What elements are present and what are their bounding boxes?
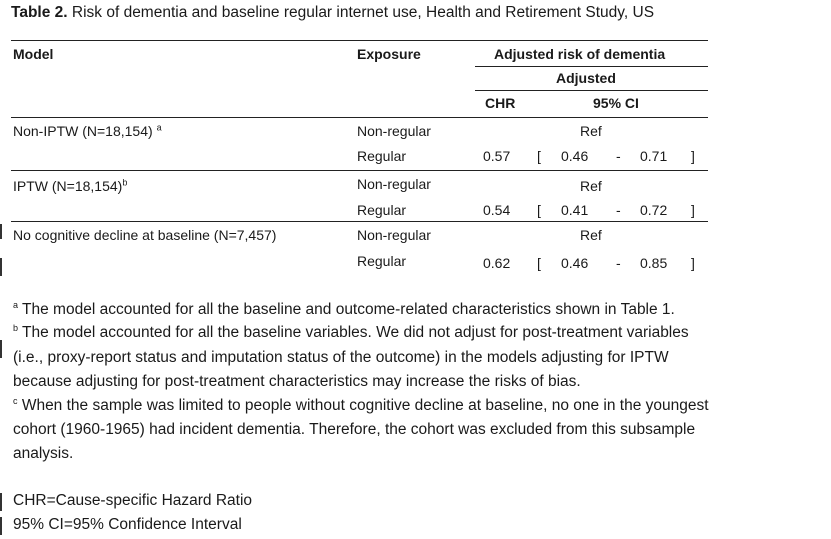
footnote-c: $^c$ When the sample was limited to people without cognitive decline at baseline, no one in the youngest bbox=[13, 395, 709, 414]
model-no-cognitive-decline: No cognitive decline at baseline (N=7,457) bbox=[13, 227, 277, 243]
footnote-c-cont: analysis. bbox=[13, 445, 74, 462]
header-bottom-rule bbox=[11, 117, 708, 118]
table-title bbox=[11, 5, 654, 21]
adjusted-rule bbox=[475, 90, 708, 91]
ref-value: Ref bbox=[580, 227, 602, 243]
header-adjusted: Adjusted bbox=[556, 70, 616, 86]
header-adjusted-risk: Adjusted risk of dementia bbox=[494, 46, 666, 62]
ref-value: Ref bbox=[580, 178, 602, 194]
chr-value: 0.54 bbox=[483, 202, 511, 218]
ci-low: 0.46 bbox=[561, 255, 589, 271]
chr-value: 0.57 bbox=[483, 148, 511, 164]
ci-open-bracket: [ bbox=[537, 148, 541, 164]
ci-high: 0.71 bbox=[640, 148, 668, 164]
ci-open-bracket: [ bbox=[537, 255, 541, 271]
model-non-iptw: Non-IPTW (N=18,154) $^a$ bbox=[13, 122, 162, 139]
footnote-b-cont: (i.e., proxy-report status and imputation status of the outcome) in the models adjusting for IPTW bbox=[13, 349, 669, 366]
footnote-c-cont: cohort (1960-1965) had incident dementia. Therefore, the cohort was excluded from this subsample bbox=[13, 421, 696, 438]
ci-dash: - bbox=[616, 255, 621, 271]
header-model: Model bbox=[13, 46, 54, 62]
exposure-regular: Regular bbox=[357, 148, 407, 164]
margin-mark bbox=[0, 224, 2, 239]
ref-value: Ref bbox=[580, 123, 602, 139]
adjusted-risk-rule bbox=[475, 66, 708, 67]
footnote-b: $^b$ The model accounted for all the baseline variables. We did not adjust for post-treatment variables bbox=[13, 322, 689, 341]
chr-value: 0.62 bbox=[483, 255, 511, 271]
ci-close-bracket: ] bbox=[691, 202, 695, 218]
footnote-a: $^a$ The model accounted for all the baseline and outcome-related characteristics shown in Table 1. bbox=[13, 299, 675, 318]
margin-mark bbox=[0, 258, 2, 276]
model-iptw: IPTW (N=18,154)$^b$ bbox=[13, 177, 128, 194]
group-rule-1 bbox=[11, 170, 708, 171]
table-label: Table 2. bbox=[11, 4, 68, 21]
ci-close-bracket: ] bbox=[691, 148, 695, 164]
group-rule-2 bbox=[11, 221, 708, 222]
table-caption: Risk of dementia and baseline regular internet use, Health and Retirement Study, US bbox=[71, 4, 655, 21]
exposure-nonregular: Non-regular bbox=[357, 176, 431, 192]
margin-mark bbox=[0, 340, 2, 358]
header-ci: 95% CI bbox=[593, 95, 639, 111]
margin-mark bbox=[0, 517, 2, 535]
ci-high: 0.85 bbox=[640, 255, 668, 271]
footnote-b-cont: because adjusting for post-treatment characteristics may increase the risks of bias. bbox=[13, 373, 581, 390]
abbreviation-ci: 95% CI=95% Confidence Interval bbox=[13, 516, 242, 533]
abbreviation-chr: CHR=Cause-specific Hazard Ratio bbox=[13, 492, 253, 509]
header-chr: CHR bbox=[485, 95, 516, 111]
ci-open-bracket: [ bbox=[537, 202, 541, 218]
exposure-regular: Regular bbox=[357, 253, 407, 269]
ci-high: 0.72 bbox=[640, 202, 668, 218]
exposure-nonregular: Non-regular bbox=[357, 123, 431, 139]
margin-mark bbox=[0, 493, 2, 511]
exposure-regular: Regular bbox=[357, 202, 407, 218]
ci-dash: - bbox=[616, 202, 621, 218]
table-top-rule bbox=[11, 40, 708, 41]
ci-dash: - bbox=[616, 148, 621, 164]
ci-close-bracket: ] bbox=[691, 255, 695, 271]
ci-low: 0.46 bbox=[561, 148, 589, 164]
header-exposure: Exposure bbox=[357, 46, 421, 62]
exposure-nonregular: Non-regular bbox=[357, 227, 431, 243]
ci-low: 0.41 bbox=[561, 202, 589, 218]
